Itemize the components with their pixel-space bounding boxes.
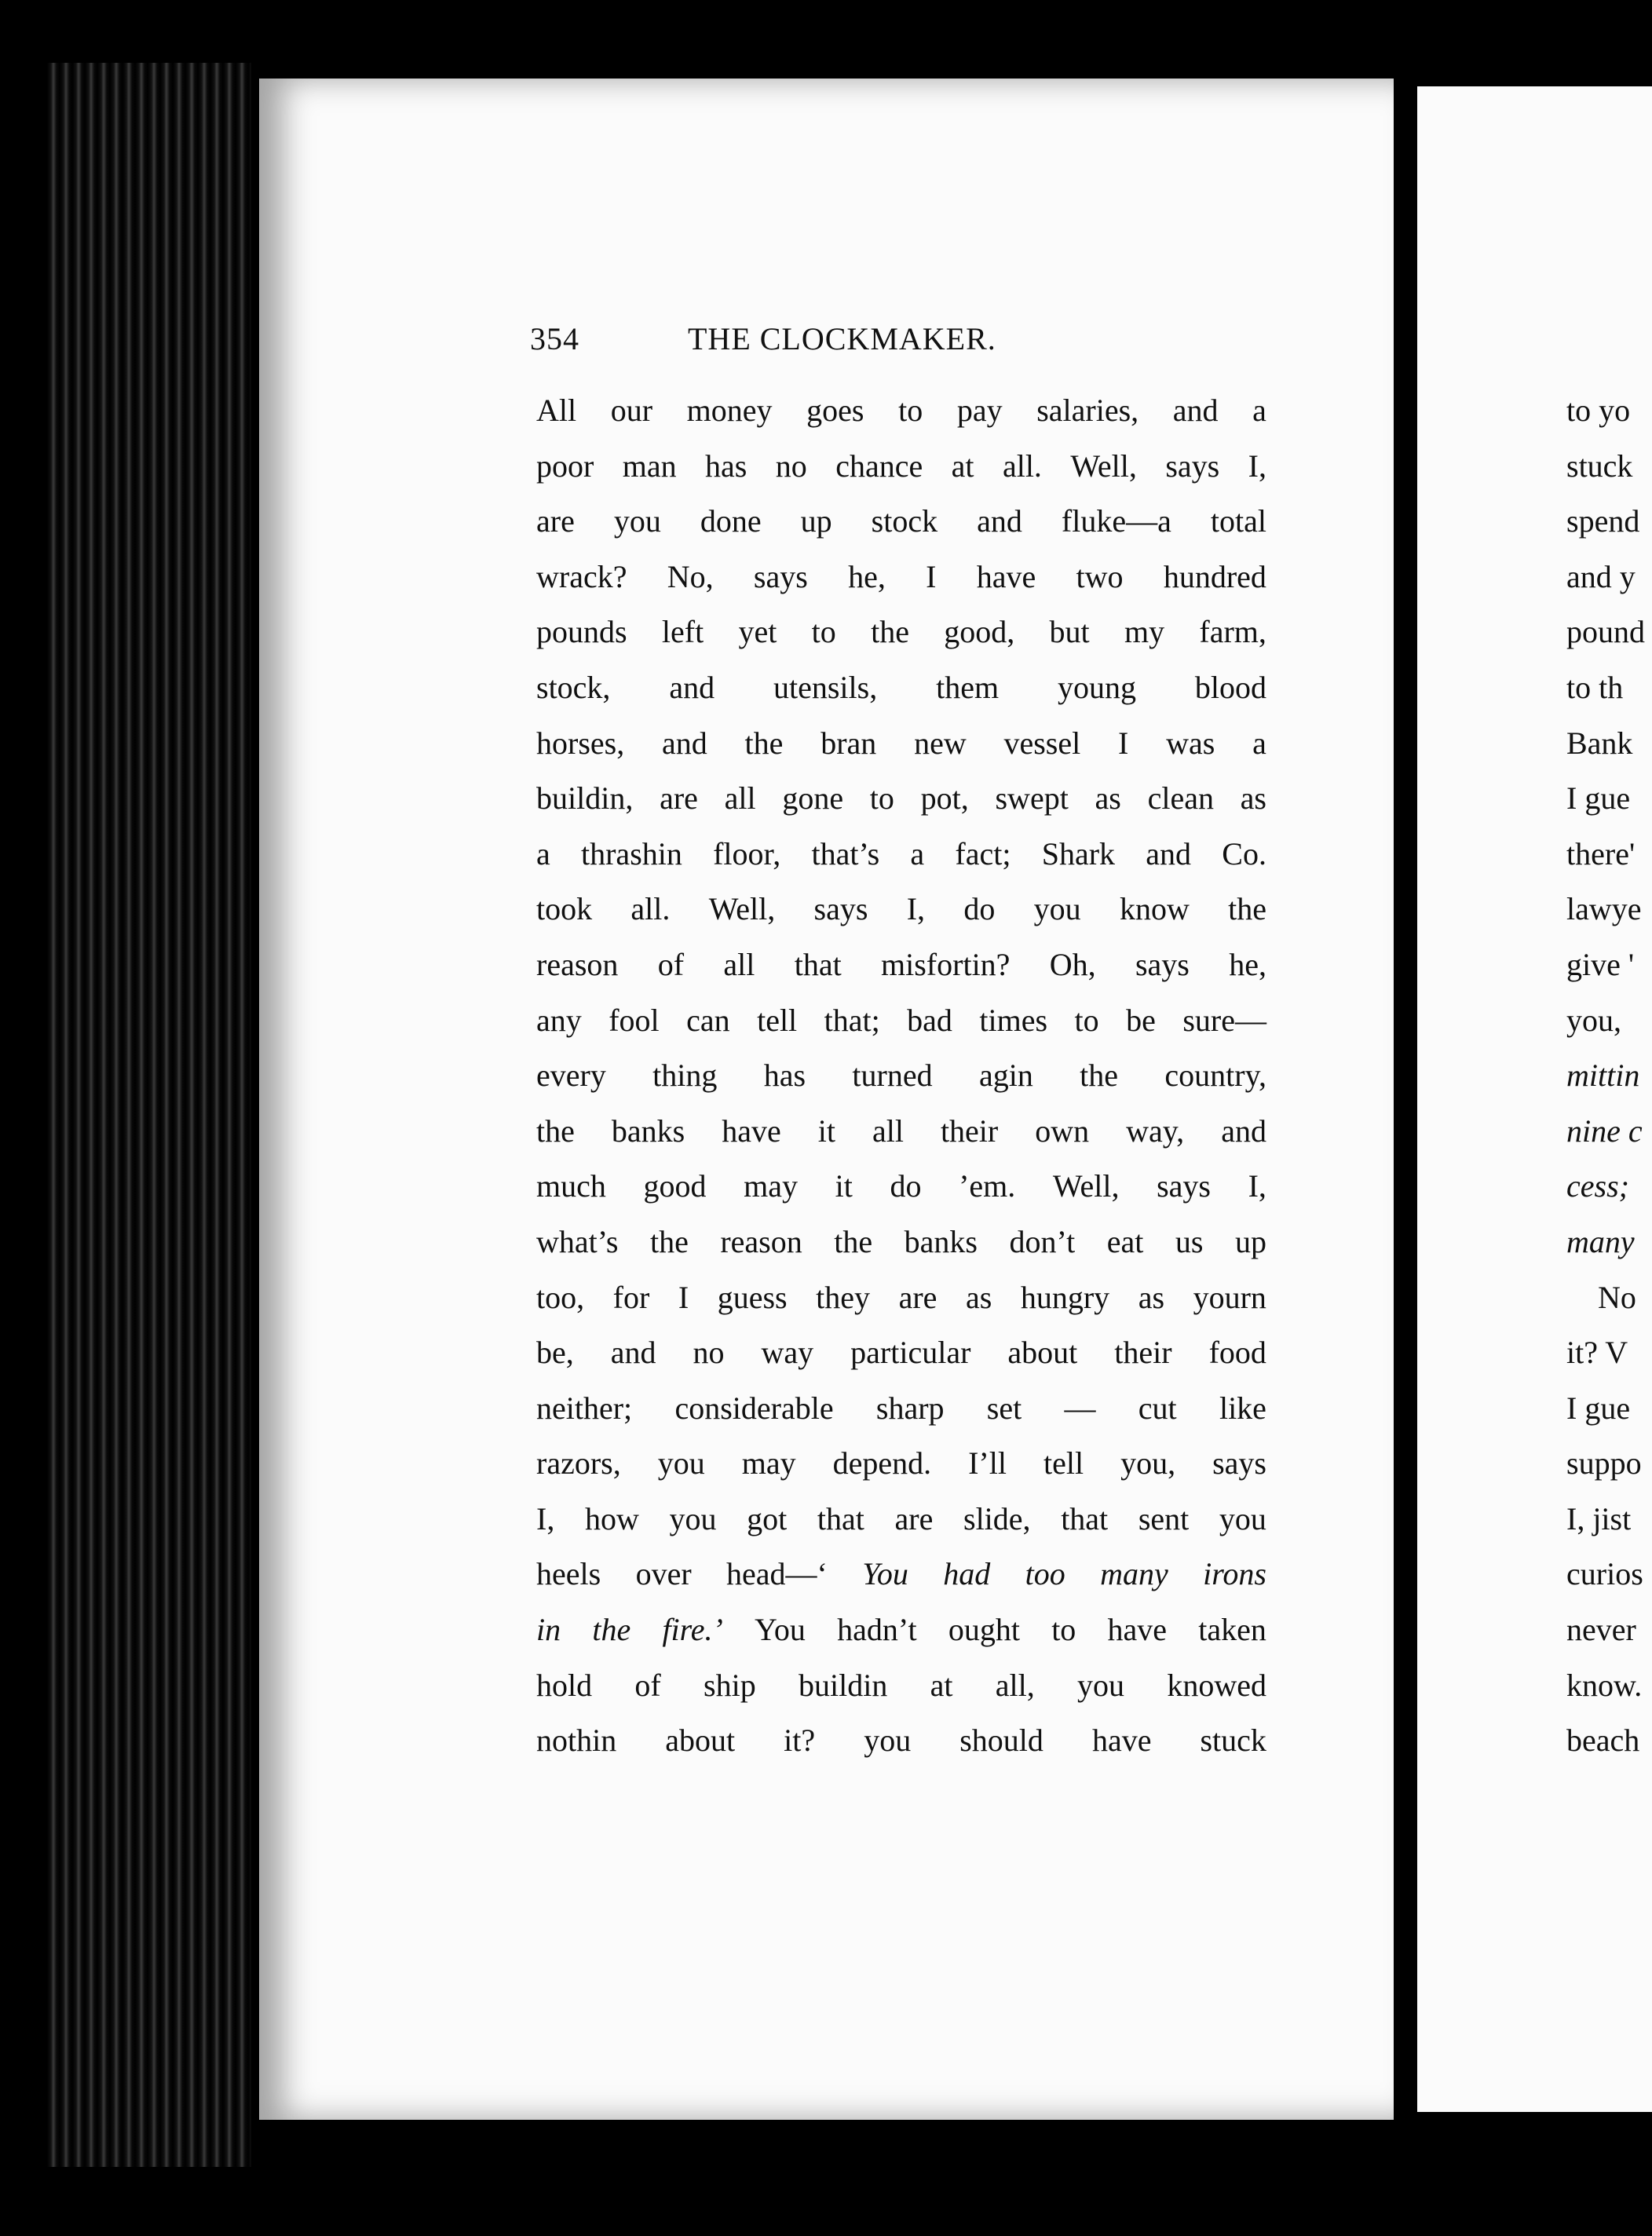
text-line-fragment: nine c bbox=[1566, 1113, 1643, 1149]
text-line-fragment: mittin bbox=[1566, 1058, 1640, 1094]
text-line: I, how you got that are slide, that sent you bbox=[536, 1500, 1266, 1536]
text-line-fragment: I gue bbox=[1566, 780, 1631, 817]
text-line-fragment: I, jist bbox=[1566, 1500, 1632, 1536]
text-line-fragment: suppo bbox=[1566, 1445, 1642, 1482]
text-line-fragment: No bbox=[1598, 1279, 1636, 1315]
text-line-fragment: and y bbox=[1566, 558, 1636, 594]
right-page-body-text bbox=[1566, 383, 1652, 1769]
text-line: razors, you may depend. I’ll tell you, says bbox=[536, 1445, 1266, 1482]
text-line: pounds left yet to the good, but my farm, bbox=[536, 614, 1266, 650]
text-line-fragment: beach bbox=[1566, 1723, 1640, 1759]
text-line: every thing has turned agin the country, bbox=[536, 1058, 1266, 1094]
text-line: much good may it do ’em. Well, says I, bbox=[536, 1168, 1266, 1204]
text-line: neither; considerable sharp set — cut like bbox=[536, 1390, 1266, 1426]
text-line-fragment: spend bbox=[1566, 503, 1640, 539]
text-line: a thrashin floor, that’s a fact; Shark and Co. bbox=[536, 835, 1266, 871]
text-line-fragment: curios bbox=[1566, 1556, 1643, 1592]
text-line-fragment: you, bbox=[1566, 1002, 1621, 1038]
book-gutter bbox=[1394, 63, 1417, 2183]
running-title: THE CLOCKMAKER. bbox=[688, 321, 996, 356]
left-page-body-text bbox=[536, 383, 1266, 1769]
text-line-fragment: there' bbox=[1566, 835, 1636, 871]
text-line-fragment: to th bbox=[1566, 669, 1624, 705]
text-line: what’s the reason the banks don’t eat us up bbox=[536, 1223, 1266, 1259]
text-line: nothin about it? you should have stuck bbox=[536, 1723, 1266, 1759]
text-line-fragment: pound bbox=[1566, 614, 1645, 650]
text-line-fragment: cess; bbox=[1566, 1168, 1629, 1204]
text-line-fragment: give ' bbox=[1566, 946, 1635, 982]
page-number: 354 bbox=[530, 321, 579, 356]
text-line-fragment: Bank bbox=[1566, 725, 1633, 761]
text-line: poor man has no chance at all. Well, says I, bbox=[536, 448, 1266, 484]
text-line: any fool can tell that; bad times to be sure— bbox=[536, 1002, 1266, 1038]
text-line: wrack? No, says he, I have two hundred bbox=[536, 558, 1266, 594]
text-line: stock, and utensils, them young blood bbox=[536, 669, 1266, 705]
text-line: too, for I guess they are as hungry as yourn bbox=[536, 1279, 1266, 1315]
text-line-fragment: I gue bbox=[1566, 1390, 1631, 1426]
text-line: heels over head—‘ You had too many irons bbox=[536, 1556, 1266, 1592]
text-line-fragment: never bbox=[1566, 1612, 1636, 1648]
text-line: are you done up stock and fluke—a total bbox=[536, 503, 1266, 539]
text-line: All our money goes to pay salaries, and a bbox=[536, 393, 1266, 428]
text-line-fragment: many bbox=[1566, 1223, 1635, 1259]
book-page-edges bbox=[47, 63, 251, 2167]
text-line: buildin, are all gone to pot, swept as clean as bbox=[536, 780, 1266, 817]
text-line-fragment: lawye bbox=[1566, 891, 1642, 927]
text-line-fragment: to yo bbox=[1566, 393, 1631, 428]
text-line-fragment: it? V bbox=[1566, 1335, 1628, 1371]
text-line: hold of ship buildin at all, you knowed bbox=[536, 1667, 1266, 1703]
text-line: the banks have it all their own way, and bbox=[536, 1113, 1266, 1149]
text-line: be, and no way particular about their food bbox=[536, 1335, 1266, 1371]
text-line: took all. Well, says I, do you know the bbox=[536, 891, 1266, 927]
text-line: in the fire.’ You hadn’t ought to have taken bbox=[536, 1612, 1266, 1648]
text-line: horses, and the bran new vessel I was a bbox=[536, 725, 1266, 761]
text-line-fragment: stuck bbox=[1566, 448, 1633, 484]
text-line: reason of all that misfortin? Oh, says he, bbox=[536, 946, 1266, 982]
text-line-fragment: know. bbox=[1566, 1667, 1643, 1703]
running-head bbox=[530, 320, 1080, 357]
